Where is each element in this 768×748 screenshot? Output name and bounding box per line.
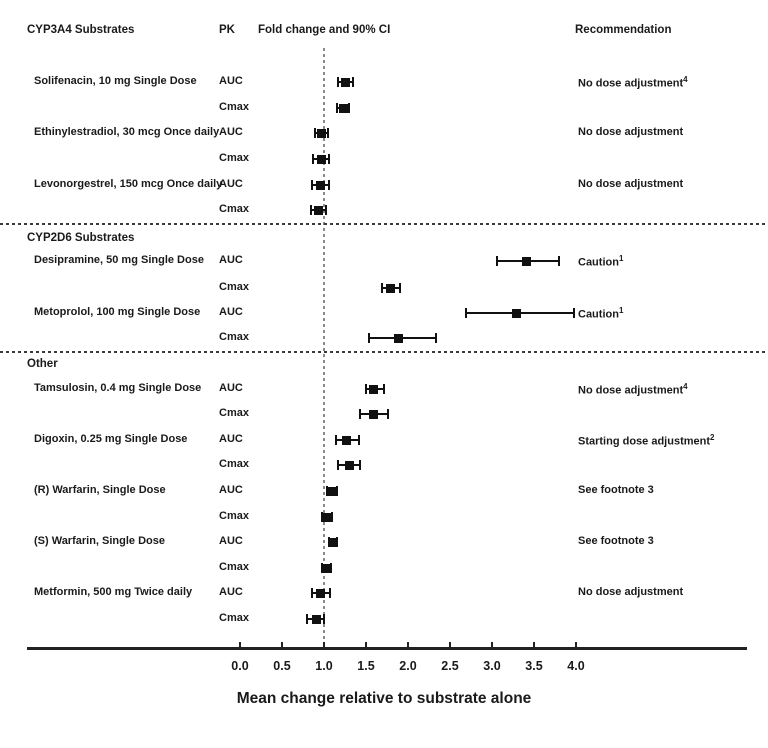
recommendation-label: No dose adjustment [578,178,684,190]
axis-tick [575,642,577,647]
ci-cap-left [337,77,339,87]
ci-cap-right [558,256,560,266]
ci-cap-right [573,308,575,318]
ci-cap-left [335,435,337,445]
axis-tick [533,642,535,647]
recommendation-footnote-number: 4 [683,382,688,391]
pk-label: Cmax [219,101,249,113]
substrate-label: (S) Warfarin, Single Dose [34,535,166,547]
ci-cap-left [311,180,313,190]
ci-cap-right [383,384,385,394]
point-estimate-marker [512,309,521,318]
axis-tick-label: 2.5 [441,659,459,673]
ci-cap-left [310,205,312,215]
column-header-substrates: CYP3A4 Substrates [27,24,135,36]
column-header-recommendation: Recommendation [575,24,672,36]
ci-cap-left [312,154,314,164]
ci-cap-left [368,333,370,343]
recommendation-footnote-number: 2 [710,433,715,442]
axis-tick-label: 2.0 [399,659,417,673]
point-estimate-marker [522,257,531,266]
substrate-label: Metformin, 500 mg Twice daily [34,586,193,598]
recommendation-label: No dose adjustment$^4$ [578,382,688,397]
point-estimate-marker [323,513,332,522]
ci-cap-right [387,409,389,419]
ci-cap-left [359,409,361,419]
substrate-label: Solifenacin, 10 mg Single Dose [34,75,197,87]
pk-label: AUC [219,586,243,598]
axis-tick-label: 1.5 [357,659,375,673]
point-estimate-marker [317,155,326,164]
ci-cap-right [327,128,329,138]
point-estimate-marker [316,181,325,190]
axis-tick-label: 1.0 [315,659,333,673]
pk-label: Cmax [219,458,249,470]
axis-tick [281,642,283,647]
axis-tick-label: 0.5 [273,659,291,673]
recommendation-label: No dose adjustment [578,586,684,598]
pk-label: AUC [219,484,243,496]
axis-tick-label: 3.0 [483,659,501,673]
point-estimate-marker [345,461,354,470]
substrate-label: Desipramine, 50 mg Single Dose [34,254,204,266]
ci-cap-left [337,460,339,470]
axis-tick [239,642,241,647]
recommendation-label: Starting dose adjustment$^2$ [578,433,715,448]
substrate-label: (R) Warfarin, Single Dose [34,484,166,496]
point-estimate-marker [312,615,321,624]
ci-cap-right [325,205,327,215]
pk-label: AUC [219,535,243,547]
substrate-label: Levonorgestrel, 150 mcg Once daily [34,178,223,190]
point-estimate-marker [369,410,378,419]
ci-cap-left [311,588,313,598]
point-estimate-marker [342,436,351,445]
pk-label: AUC [219,254,243,266]
ci-cap-right [359,460,361,470]
section-divider [0,223,768,225]
x-axis-title: Mean change relative to substrate alone [236,690,532,707]
ci-cap-right [329,588,331,598]
substrate-label: Metoprolol, 100 mg Single Dose [34,306,201,318]
axis-tick [449,642,451,647]
ci-cap-left [496,256,498,266]
ci-cap-right [358,435,360,445]
pk-label: Cmax [219,331,249,343]
ci-cap-right [435,333,437,343]
ci-cap-left [306,614,308,624]
substrate-label: Ethinylestradiol, 30 mcg Once daily [34,126,220,138]
point-estimate-marker [339,104,348,113]
point-estimate-marker [394,334,403,343]
point-estimate-marker [316,589,325,598]
point-estimate-marker [329,538,338,547]
reference-line-1x [323,48,325,648]
point-estimate-marker [341,78,350,87]
axis-tick [491,642,493,647]
ci-cap-right [352,77,354,87]
point-estimate-marker [386,284,395,293]
substrate-label: Digoxin, 0.25 mg Single Dose [34,433,188,445]
section-divider [0,351,768,353]
recommendation-footnote-number: 1 [618,254,624,263]
recommendation-label: No dose adjustment [578,126,684,138]
point-estimate-marker [328,487,337,496]
axis-tick-label: 0.0 [231,659,249,673]
ci-cap-right [399,283,401,293]
pk-label: AUC [219,178,243,190]
recommendation-footnote-number: 4 [683,75,688,84]
pk-label: Cmax [219,561,249,573]
ci-cap-right [348,103,350,113]
axis-tick-label: 4.0 [567,659,585,673]
pk-label: AUC [219,433,243,445]
ci-cap-left [314,128,316,138]
point-estimate-marker [317,129,326,138]
axis-tick [407,642,409,647]
x-axis-line [27,647,747,650]
substrate-label: Tamsulosin, 0.4 mg Single Dose [34,382,202,394]
point-estimate-marker [322,564,331,573]
point-estimate-marker [369,385,378,394]
recommendation-label: See footnote 3 [578,535,654,547]
ci-cap-left [365,384,367,394]
pk-label: Cmax [219,203,249,215]
section-label: CYP2D6 Substrates [27,232,135,244]
pk-label: AUC [219,382,243,394]
pk-label: Cmax [219,510,249,522]
ci-cap-right [323,614,325,624]
pk-label: Cmax [219,152,249,164]
ci-cap-right [328,154,330,164]
ci-cap-left [465,308,467,318]
axis-tick [323,642,325,647]
pk-label: AUC [219,126,243,138]
recommendation-label: No dose adjustment$^4$ [578,75,688,90]
pk-label: Cmax [219,407,249,419]
pk-label: AUC [219,75,243,87]
point-estimate-marker [314,206,323,215]
recommendation-label: See footnote 3 [578,484,654,496]
axis-tick-label: 3.5 [525,659,543,673]
recommendation-label: Caution$^1$ [578,254,624,269]
ci-cap-left [381,283,383,293]
pk-label: Cmax [219,281,249,293]
recommendation-footnote-number: 1 [618,306,624,315]
ci-cap-right [328,180,330,190]
column-header-fold-change: Fold change and 90% CI [258,24,391,36]
recommendation-label: Caution$^1$ [578,306,624,321]
axis-tick [365,642,367,647]
pk-label: AUC [219,306,243,318]
pk-label: Cmax [219,612,249,624]
section-label: Other [27,358,58,370]
column-header-pk: PK [219,24,235,36]
